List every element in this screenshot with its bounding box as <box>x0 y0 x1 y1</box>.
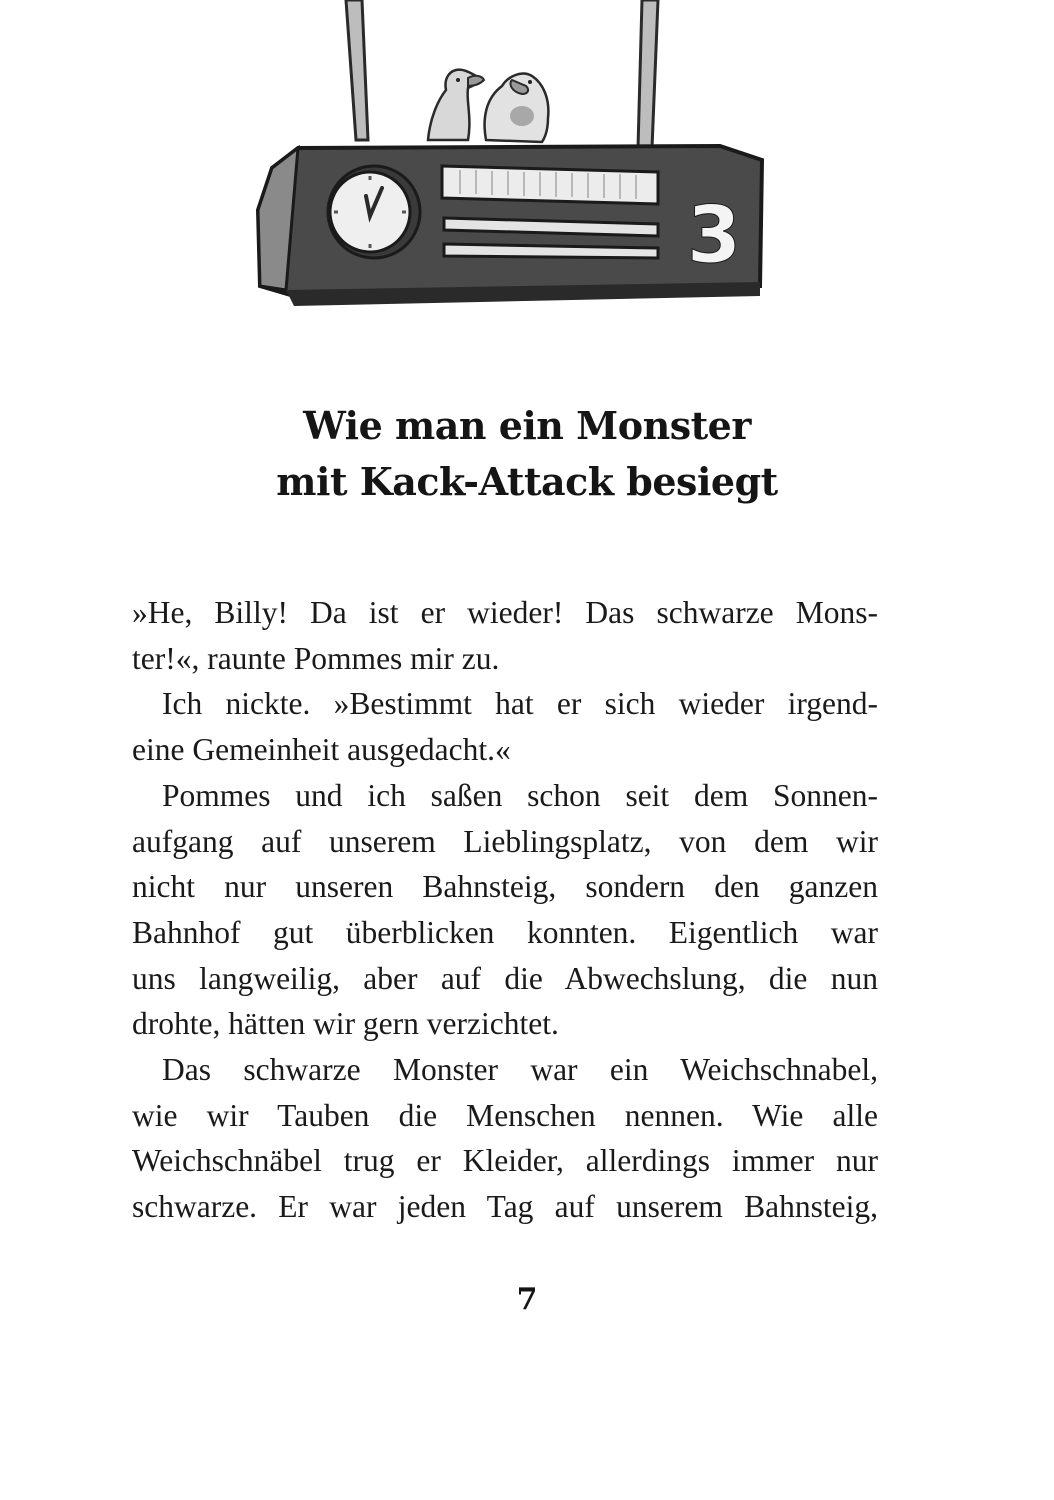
clock-icon <box>328 166 420 258</box>
platform-number: 3 <box>686 191 742 281</box>
chapter-title-line-1: Wie man ein Monster <box>303 403 751 448</box>
text-line: aufgang auf unserem Lieblingsplatz, von dem wir <box>132 823 878 859</box>
departure-board-illustration <box>250 0 790 320</box>
text-line: Bahnhof gut überblicken konnten. Eigentlich war <box>132 914 878 950</box>
text-line: schwarze. Er war jeden Tag auf unserem Bahnsteig, <box>132 1189 878 1225</box>
text-line: Pommes und ich saßen schon seit dem Sonnen- <box>162 777 878 813</box>
text-line: »He, Billy! Da ist er wieder! Das schwarze Mons- <box>132 595 878 630</box>
text-line: Weichschnäbel trug er Kleider, allerdings immer nur <box>132 1143 878 1179</box>
chapter-title <box>0 398 1054 510</box>
text-line: Das schwarze Monster war ein Weichschnabel, <box>162 1052 878 1088</box>
chapter-title-line-2: mit Kack-Attack besiegt <box>276 459 778 504</box>
text-line: ter!«, raunte Pommes mir zu. <box>132 640 500 676</box>
departure-board <box>258 146 762 306</box>
text-line: uns langweilig, aber auf die Abwechslung, die nun <box>132 960 878 996</box>
body-text <box>132 590 878 1230</box>
chapter-illustration <box>250 0 790 320</box>
text-line: nicht nur unseren Bahnsteig, sondern den ganzen <box>132 869 878 905</box>
text-line: Ich nickte. »Bestimmt hat er sich wieder irgend- <box>162 686 878 722</box>
page-number: 7 <box>516 1282 538 1317</box>
text-line: drohte, hätten wir gern verzichtet. <box>132 1006 559 1042</box>
pigeons-icon <box>428 70 548 142</box>
text-line: wie wir Tauben die Menschen nennen. Wie alle <box>132 1097 878 1133</box>
text-line: eine Gemeinheit ausgedacht.« <box>132 732 511 768</box>
